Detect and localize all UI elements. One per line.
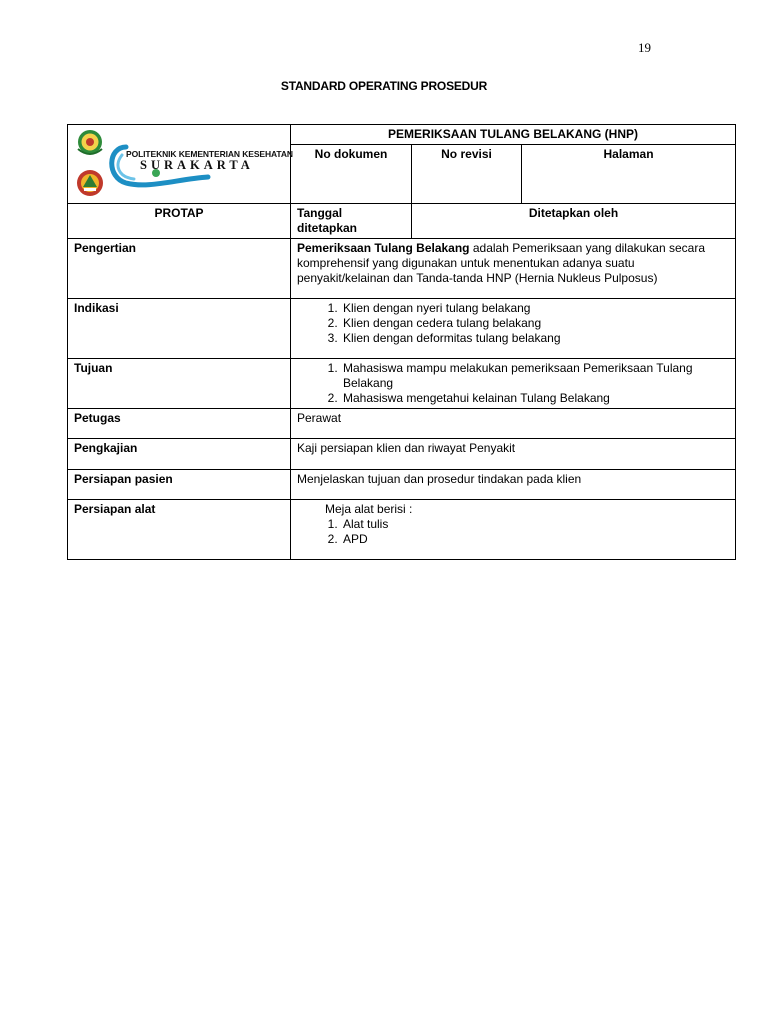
pengkajian-label: Pengkajian xyxy=(68,439,291,470)
list-item: 1. Mahasiswa mampu melakukan pemeriksaan Pemeriksaan Tulang Belakang xyxy=(341,361,729,391)
institution-city: SURAKARTA xyxy=(140,158,254,172)
ditetapkan-oleh-label: Ditetapkan oleh xyxy=(412,204,736,239)
persiapan-alat-label: Persiapan alat xyxy=(68,500,291,560)
persiapan-alat-content xyxy=(291,500,736,560)
pengkajian-value: Kaji persiapan klien dan riwayat Penyakit xyxy=(291,439,736,470)
protap-label: PROTAP xyxy=(68,204,291,239)
indikasi-content xyxy=(291,299,736,359)
list-item: 1. Alat tulis xyxy=(341,517,729,532)
persiapan-pasien-label: Persiapan pasien xyxy=(68,470,291,500)
institution-name: POLITEKNIK KEMENTERIAN KESEHATAN xyxy=(126,149,293,159)
pengertian-text: adalah Pemeriksaan yang dilakukan secara komprehensif yang digunakan untuk menentukan adanya suatu penyakit/kelainan dan Tanda-tanda HNP (Hernia Nukleus Pulposus) xyxy=(297,241,705,285)
no-revisi-label: No revisi xyxy=(412,145,522,204)
document-title: STANDARD OPERATING PROSEDUR xyxy=(280,79,488,93)
institution-logo xyxy=(68,125,293,200)
petugas-label: Petugas xyxy=(68,409,291,439)
persiapan-alat-list xyxy=(297,517,729,547)
list-item: 1. Klien dengan nyeri tulang belakang xyxy=(341,301,729,316)
list-item: 2. APD xyxy=(341,532,729,547)
list-item: 3. Klien dengan deformitas tulang belakang xyxy=(341,331,729,346)
persiapan-pasien-value: Menjelaskan tujuan dan prosedur tindakan pada klien xyxy=(291,470,736,500)
pengertian-label: Pengertian xyxy=(68,239,291,299)
pengertian-term: Pemeriksaan Tulang Belakang xyxy=(297,241,470,255)
list-item: 2. Klien dengan cedera tulang belakang xyxy=(341,316,729,331)
tujuan-list xyxy=(297,361,729,406)
tujuan-label: Tujuan xyxy=(68,359,291,409)
no-dokumen-label: No dokumen xyxy=(291,145,412,204)
indikasi-label: Indikasi xyxy=(68,299,291,359)
logo-cell xyxy=(68,125,291,204)
sop-table xyxy=(67,124,736,560)
persiapan-alat-intro: Meja alat berisi : xyxy=(325,502,413,516)
page-number: 19 xyxy=(638,40,651,55)
indikasi-list xyxy=(297,301,729,346)
procedure-title: PEMERIKSAAN TULANG BELAKANG (HNP) xyxy=(291,125,736,145)
tanggal-ditetapkan-label: Tanggal ditetapkan xyxy=(291,204,412,239)
list-item: 2. Mahasiswa mengetahui kelainan Tulang Belakang xyxy=(341,391,729,406)
halaman-label: Halaman xyxy=(522,145,736,204)
tujuan-content xyxy=(291,359,736,409)
petugas-value: Perawat xyxy=(291,409,736,439)
pengertian-content xyxy=(291,239,736,299)
